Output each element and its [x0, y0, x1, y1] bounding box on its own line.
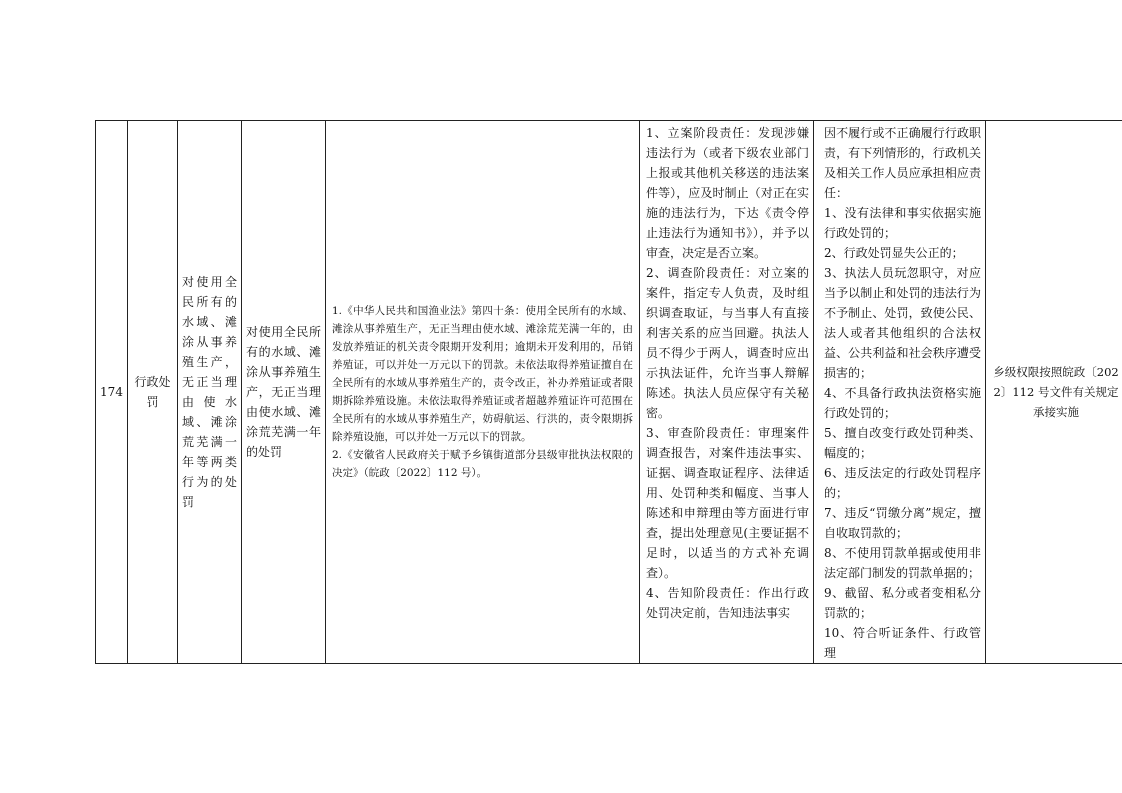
liability-paragraph: 5、擅自改变行政处罚种类、幅度的； [824, 426, 981, 460]
category: 行政处罚 [134, 375, 171, 409]
remark-cell [986, 121, 1122, 664]
liability-paragraph: 7、违反“罚缴分离”规定，擅自收取罚款的； [824, 506, 981, 540]
responsibility-paragraph: 3、审查阶段责任：审理案件调查报告，对案件违法事实、证据、调查取证程序、法律适用、处罚种类和幅度、当事人陈述和申辩理由等方面进行审查，提出处理意见(主要证据不足时，以适当的方式补充调查）。 [646, 426, 809, 580]
liability-paragraph: 10、符合听证条件、行政管理 [824, 626, 981, 660]
liability-paragraph: 1、没有法律和事实依据实施行政处罚的； [824, 206, 981, 240]
liability-paragraph: 4、不具备行政执法资格实施行政处罚的； [824, 386, 981, 420]
liability-cell [814, 121, 986, 664]
basis-text [326, 302, 639, 482]
responsibility-paragraph: 4、告知阶段责任：作出行政处罚决定前，告知违法事实 [646, 586, 809, 620]
basis-paragraph: 2.《安徽省人民政府关于赋予乡镇街道部分县级审批执法权限的决定》（皖政〔2022〕112 号）。 [332, 449, 633, 479]
liability-paragraph: 6、违反法定的行政处罚程序的； [824, 466, 981, 500]
liability-paragraph: 8、不使用罚款单据或使用非法定部门制发的罚款单据的； [824, 546, 981, 580]
item-name-cell [178, 121, 242, 664]
basis-paragraph: 1.《中华人民共和国渔业法》第四十条：使用全民所有的水域、滩涂从事养殖生产，无正当理由使水域、滩涂荒芜满一年的，由发放养殖证的机关责令限期开发利用；逾期未开发利用的，吊销养殖证，可以并处一万元以下的罚款。未依法取得养殖证擅自在全民所有的水域从事养殖生产的，责令改正，补办养殖证或者限期拆除养殖设施。未依法取得养殖证或者超越养殖证许可范围在全民所有的水域从事养殖生产，妨碍航运、行洪的，责令限期拆除养殖设施，可以并处一万元以下的罚款。 [332, 305, 633, 443]
responsibility-paragraph: 1、立案阶段责任：发现涉嫌违法行为（或者下级农业部门上报或其他机关移送的违法案件等），应及时制止（对正在实施的违法行为，下达《责令停止违法行为通知书》），并予以审查，决定是否立案。 [646, 126, 809, 260]
responsibility-cell [640, 121, 814, 664]
basis-cell [326, 121, 640, 664]
liability-paragraph: 因不履行或不正确履行行政职责，有下列情形的，行政机关及相关工作人员应承担相应责任： [824, 126, 981, 200]
responsibility-text [640, 121, 813, 663]
table-row [96, 121, 1122, 664]
liability-text [814, 121, 985, 663]
liability-paragraph: 9、截留、私分或者变相私分罚款的； [824, 586, 981, 620]
item-name: 对使用全民所有的水域、滩涂从事养殖生产，无正当理由使水域、滩涂荒芜满一年等两类行为的处罚 [182, 275, 237, 509]
row-number: 174 [100, 385, 123, 399]
liability-paragraph: 2、行政处罚显失公正的； [824, 246, 964, 260]
responsibility-table [95, 120, 1122, 664]
sub-item-cell [242, 121, 326, 664]
category-cell [128, 121, 178, 664]
responsibility-paragraph: 2、调查阶段责任：对立案的案件，指定专人负责，及时组织调查取证，与当事人有直接利害关系的应当回避。执法人员不得少于两人，调查时应出示执法证件，允许当事人辩解陈述。执法人员应保守有关秘密。 [646, 266, 809, 420]
sub-item: 对使用全民所有的水域、滩涂从事养殖生产，无正当理由使水域、滩涂荒芜满一年的处罚 [246, 325, 321, 459]
row-number-cell [96, 121, 128, 664]
remark: 乡级权限按照皖政〔2022〕112 号文件有关规定承接实施 [993, 365, 1119, 419]
liability-paragraph: 3、执法人员玩忽职守，对应当予以制止和处罚的违法行为不予制止、处罚，致使公民、法人或者其他组织的合法权益、公共利益和社会秩序遭受损害的； [824, 266, 981, 380]
